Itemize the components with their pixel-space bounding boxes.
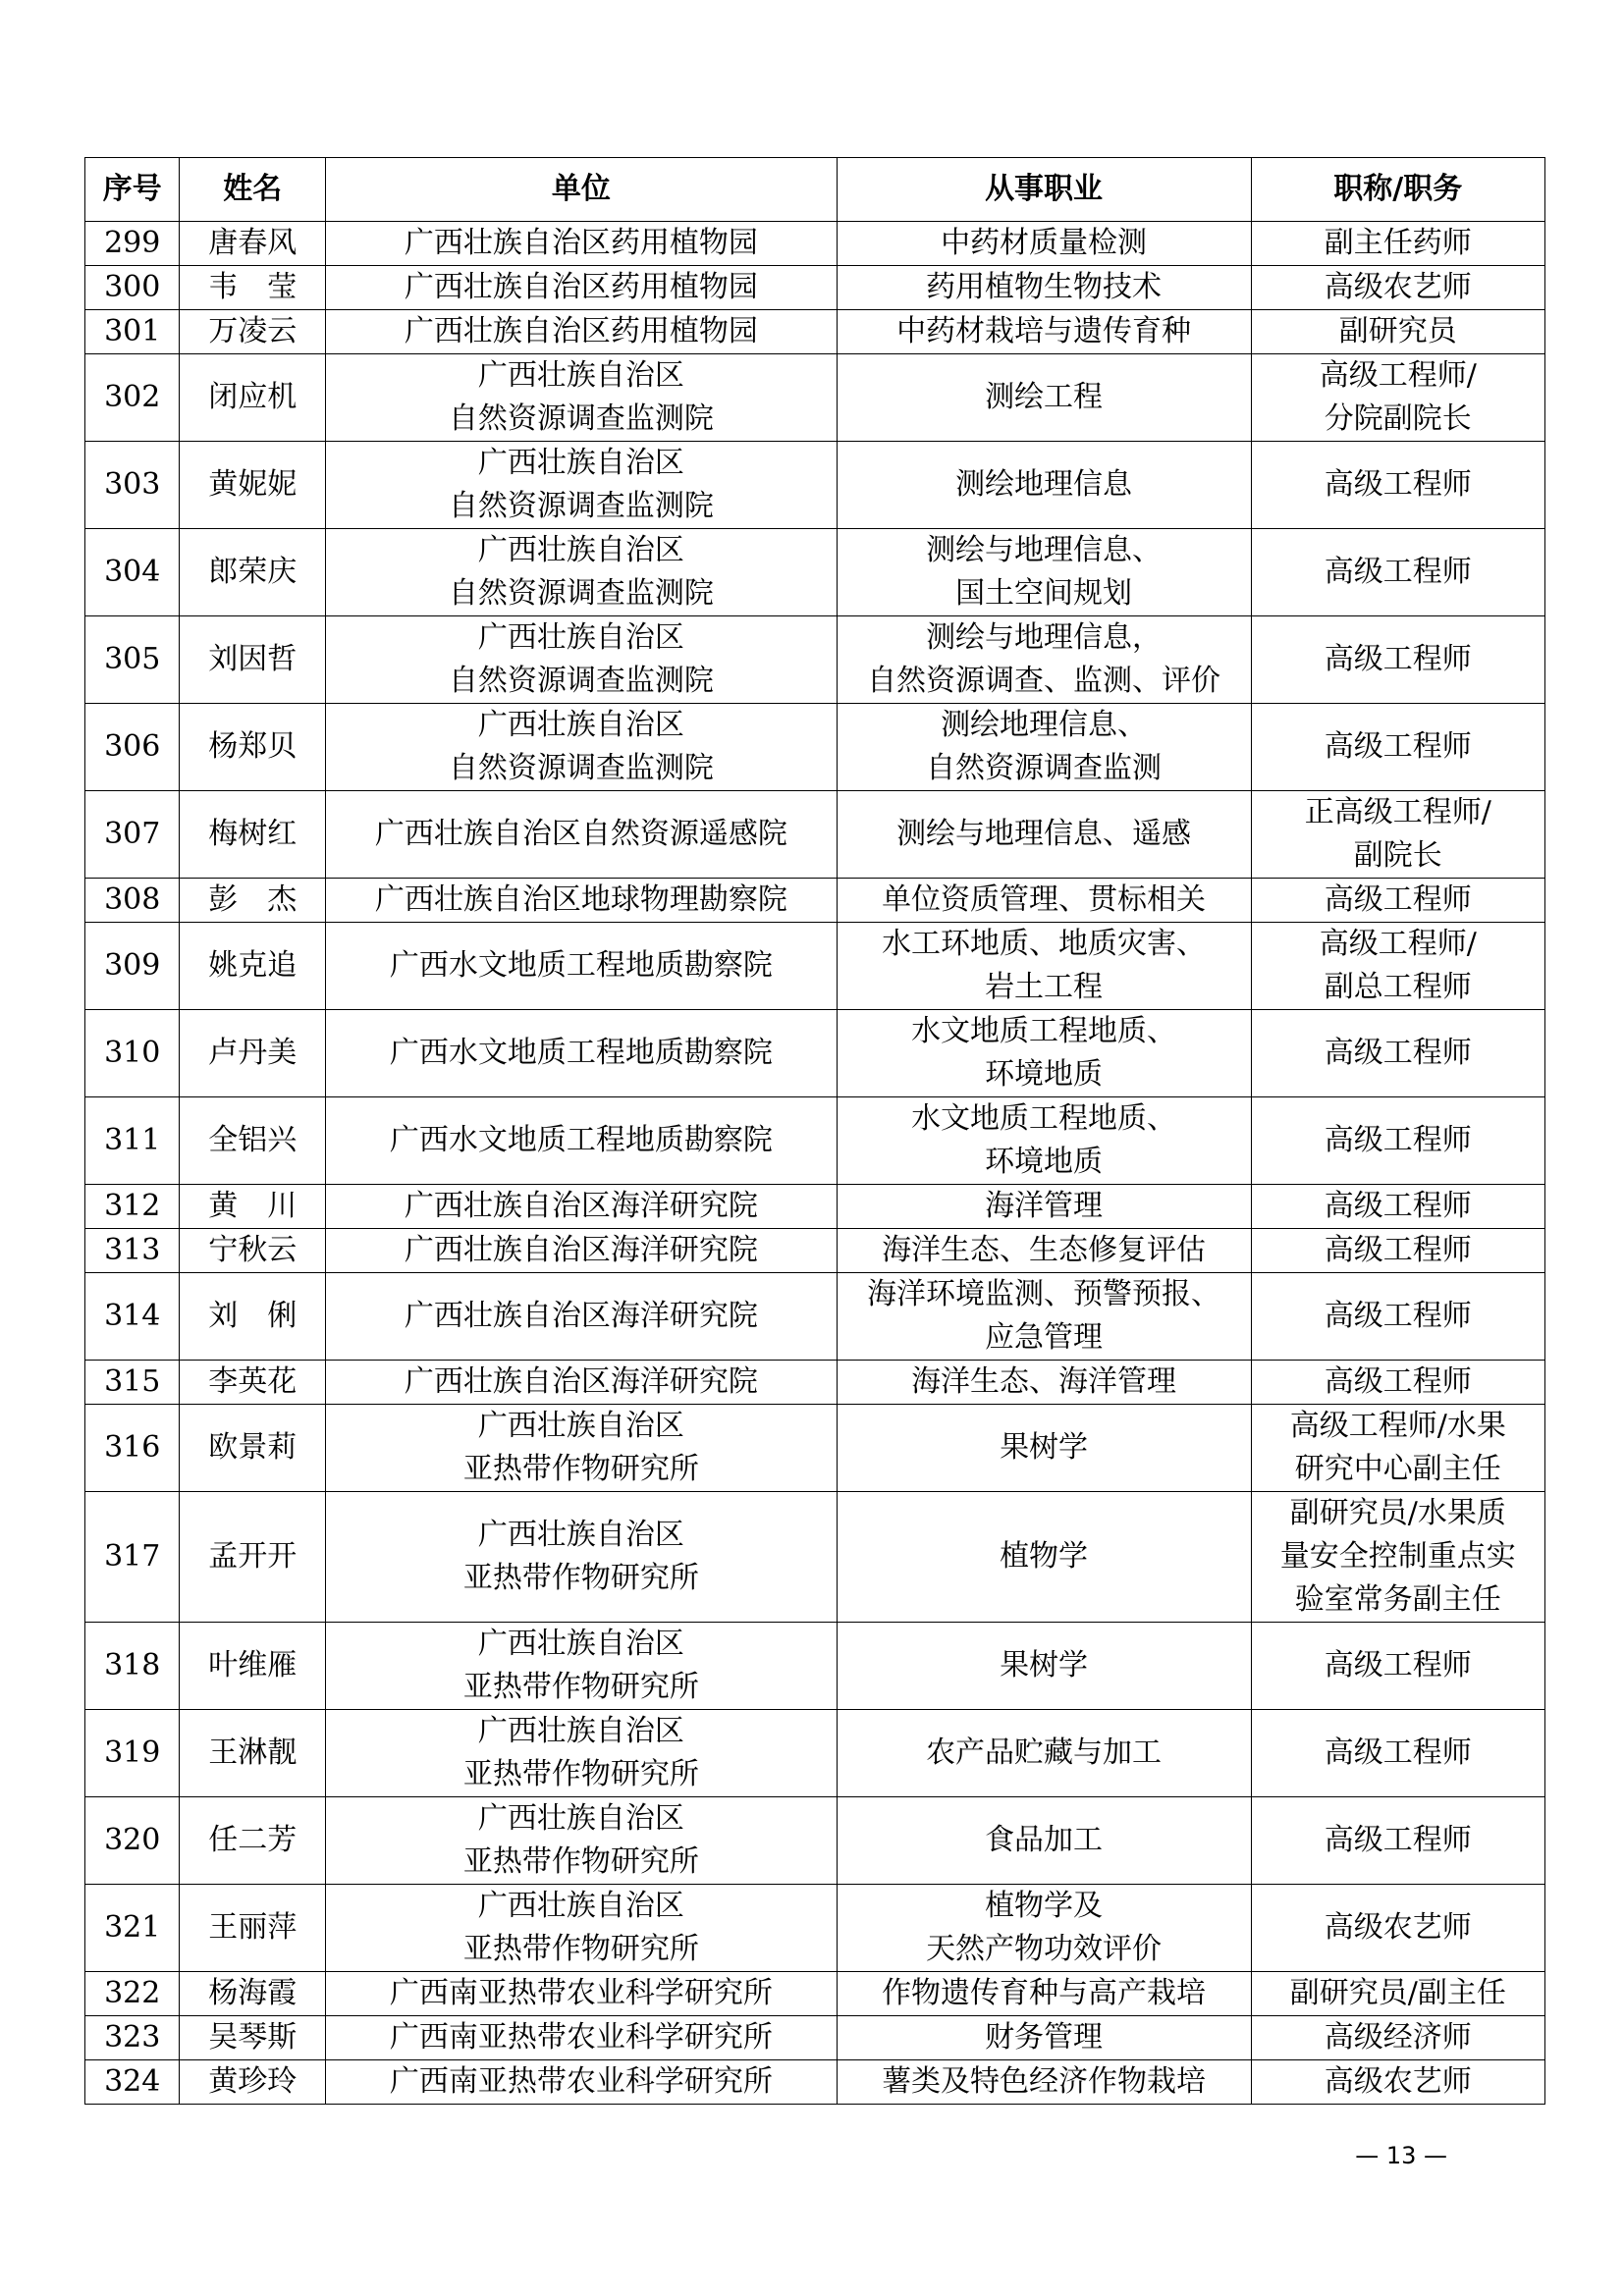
cell-name: 韦 莹 — [180, 266, 326, 310]
header-unit: 单位 — [326, 158, 837, 222]
cell-name: 欧景莉 — [180, 1405, 326, 1492]
table-row — [85, 1097, 1545, 1185]
cell-name: 全铝兴 — [180, 1097, 326, 1185]
cell-title-position: 高级工程师 — [1251, 1229, 1544, 1273]
cell-occupation: 测绘与地理信息， 自然资源调查、监测、评价 — [837, 616, 1251, 704]
cell-occupation: 薯类及特色经济作物栽培 — [837, 2060, 1251, 2105]
cell-unit: 广西水文地质工程地质勘察院 — [326, 1010, 837, 1097]
table-row — [85, 529, 1545, 616]
cell-name: 郎荣庆 — [180, 529, 326, 616]
cell-occupation: 作物遗传育种与高产栽培 — [837, 1972, 1251, 2016]
cell-serial-number: 310 — [85, 1010, 180, 1097]
cell-serial-number: 320 — [85, 1797, 180, 1885]
cell-unit: 广西壮族自治区 亚热带作物研究所 — [326, 1492, 837, 1623]
cell-occupation: 植物学及 天然产物功效评价 — [837, 1885, 1251, 1972]
cell-title-position: 高级经济师 — [1251, 2016, 1544, 2060]
table-row — [85, 1405, 1545, 1492]
cell-unit: 广西壮族自治区海洋研究院 — [326, 1273, 837, 1361]
cell-title-position: 高级工程师/ 分院副院长 — [1251, 354, 1544, 442]
cell-occupation: 海洋管理 — [837, 1185, 1251, 1229]
cell-name: 唐春风 — [180, 222, 326, 266]
cell-title-position: 高级农艺师 — [1251, 266, 1544, 310]
cell-name: 黄妮妮 — [180, 442, 326, 529]
cell-occupation: 农产品贮藏与加工 — [837, 1710, 1251, 1797]
cell-occupation: 测绘工程 — [837, 354, 1251, 442]
page-number: — 13 — — [1355, 2142, 1447, 2169]
cell-unit: 广西壮族自治区 自然资源调查监测院 — [326, 529, 837, 616]
cell-name: 孟开开 — [180, 1492, 326, 1623]
cell-occupation: 食品加工 — [837, 1797, 1251, 1885]
cell-title-position: 高级工程师 — [1251, 1797, 1544, 1885]
cell-serial-number: 323 — [85, 2016, 180, 2060]
table-row — [85, 1010, 1545, 1097]
cell-title-position: 高级工程师 — [1251, 1010, 1544, 1097]
cell-title-position: 高级工程师 — [1251, 1185, 1544, 1229]
cell-unit: 广西壮族自治区 自然资源调查监测院 — [326, 442, 837, 529]
cell-occupation: 测绘与地理信息、 国土空间规划 — [837, 529, 1251, 616]
cell-serial-number: 312 — [85, 1185, 180, 1229]
cell-title-position: 高级农艺师 — [1251, 2060, 1544, 2105]
cell-name: 卢丹美 — [180, 1010, 326, 1097]
cell-serial-number: 300 — [85, 266, 180, 310]
table-row — [85, 222, 1545, 266]
table-row — [85, 1185, 1545, 1229]
cell-name: 杨海霞 — [180, 1972, 326, 2016]
cell-unit: 广西壮族自治区地球物理勘察院 — [326, 879, 837, 923]
cell-serial-number: 313 — [85, 1229, 180, 1273]
header-title-position: 职称/职务 — [1251, 158, 1544, 222]
cell-title-position: 高级工程师 — [1251, 1710, 1544, 1797]
cell-serial-number: 311 — [85, 1097, 180, 1185]
header-occupation: 从事职业 — [837, 158, 1251, 222]
cell-name: 刘 俐 — [180, 1273, 326, 1361]
cell-occupation: 海洋生态、生态修复评估 — [837, 1229, 1251, 1273]
table-row — [85, 791, 1545, 879]
cell-title-position: 副研究员 — [1251, 310, 1544, 354]
cell-unit: 广西壮族自治区 亚热带作物研究所 — [326, 1885, 837, 1972]
cell-serial-number: 299 — [85, 222, 180, 266]
cell-serial-number: 321 — [85, 1885, 180, 1972]
cell-unit: 广西壮族自治区海洋研究院 — [326, 1185, 837, 1229]
cell-name: 闭应机 — [180, 354, 326, 442]
cell-title-position: 副研究员/水果质 量安全控制重点实 验室常务副主任 — [1251, 1492, 1544, 1623]
cell-title-position: 高级工程师 — [1251, 1273, 1544, 1361]
cell-serial-number: 302 — [85, 354, 180, 442]
cell-name: 杨郑贝 — [180, 704, 326, 791]
cell-title-position: 高级工程师 — [1251, 1361, 1544, 1405]
cell-unit: 广西南亚热带农业科学研究所 — [326, 2060, 837, 2105]
cell-name: 梅树红 — [180, 791, 326, 879]
table-row — [85, 1273, 1545, 1361]
table-row — [85, 1885, 1545, 1972]
cell-occupation: 水文地质工程地质、 环境地质 — [837, 1010, 1251, 1097]
cell-name: 姚克追 — [180, 923, 326, 1010]
cell-unit: 广西壮族自治区 自然资源调查监测院 — [326, 704, 837, 791]
cell-unit: 广西壮族自治区药用植物园 — [326, 266, 837, 310]
table-row — [85, 704, 1545, 791]
table-row — [85, 1492, 1545, 1623]
table-header-row — [85, 158, 1545, 222]
cell-serial-number: 308 — [85, 879, 180, 923]
cell-title-position: 高级工程师 — [1251, 529, 1544, 616]
header-name: 姓名 — [180, 158, 326, 222]
cell-serial-number: 324 — [85, 2060, 180, 2105]
cell-serial-number: 315 — [85, 1361, 180, 1405]
cell-name: 刘因哲 — [180, 616, 326, 704]
table-row — [85, 2060, 1545, 2105]
cell-occupation: 海洋生态、海洋管理 — [837, 1361, 1251, 1405]
cell-serial-number: 322 — [85, 1972, 180, 2016]
cell-occupation: 海洋环境监测、预警预报、 应急管理 — [837, 1273, 1251, 1361]
cell-unit: 广西壮族自治区 亚热带作物研究所 — [326, 1710, 837, 1797]
cell-name: 宁秋云 — [180, 1229, 326, 1273]
cell-unit: 广西壮族自治区海洋研究院 — [326, 1229, 837, 1273]
cell-occupation: 中药材栽培与遗传育种 — [837, 310, 1251, 354]
cell-unit: 广西壮族自治区 亚热带作物研究所 — [326, 1623, 837, 1710]
cell-name: 黄 川 — [180, 1185, 326, 1229]
cell-title-position: 正高级工程师/ 副院长 — [1251, 791, 1544, 879]
cell-serial-number: 304 — [85, 529, 180, 616]
cell-title-position: 副研究员/副主任 — [1251, 1972, 1544, 2016]
cell-serial-number: 314 — [85, 1273, 180, 1361]
cell-occupation: 水文地质工程地质、 环境地质 — [837, 1097, 1251, 1185]
table-body — [85, 222, 1545, 2105]
table-row — [85, 1710, 1545, 1797]
cell-occupation: 果树学 — [837, 1623, 1251, 1710]
cell-unit: 广西壮族自治区自然资源遥感院 — [326, 791, 837, 879]
cell-name: 王丽萍 — [180, 1885, 326, 1972]
table-row — [85, 923, 1545, 1010]
cell-occupation: 单位资质管理、贯标相关 — [837, 879, 1251, 923]
cell-name: 叶维雁 — [180, 1623, 326, 1710]
table-row — [85, 354, 1545, 442]
cell-title-position: 高级农艺师 — [1251, 1885, 1544, 1972]
cell-serial-number: 306 — [85, 704, 180, 791]
table-row — [85, 310, 1545, 354]
personnel-table — [84, 157, 1545, 2105]
cell-unit: 广西水文地质工程地质勘察院 — [326, 923, 837, 1010]
cell-occupation: 中药材质量检测 — [837, 222, 1251, 266]
cell-occupation: 植物学 — [837, 1492, 1251, 1623]
cell-title-position: 高级工程师 — [1251, 1097, 1544, 1185]
table-row — [85, 1972, 1545, 2016]
cell-unit: 广西壮族自治区 亚热带作物研究所 — [326, 1405, 837, 1492]
cell-occupation: 财务管理 — [837, 2016, 1251, 2060]
cell-title-position: 高级工程师 — [1251, 879, 1544, 923]
cell-occupation: 水工环地质、地质灾害、 岩土工程 — [837, 923, 1251, 1010]
cell-unit: 广西壮族自治区药用植物园 — [326, 222, 837, 266]
header-serial-number: 序号 — [85, 158, 180, 222]
cell-unit: 广西壮族自治区 自然资源调查监测院 — [326, 354, 837, 442]
cell-unit: 广西南亚热带农业科学研究所 — [326, 1972, 837, 2016]
table-row — [85, 266, 1545, 310]
cell-name: 彭 杰 — [180, 879, 326, 923]
cell-serial-number: 318 — [85, 1623, 180, 1710]
cell-serial-number: 317 — [85, 1492, 180, 1623]
table-row — [85, 1361, 1545, 1405]
cell-unit: 广西壮族自治区药用植物园 — [326, 310, 837, 354]
cell-occupation: 药用植物生物技术 — [837, 266, 1251, 310]
cell-title-position: 副主任药师 — [1251, 222, 1544, 266]
cell-serial-number: 305 — [85, 616, 180, 704]
cell-name: 万凌云 — [180, 310, 326, 354]
cell-name: 吴琴斯 — [180, 2016, 326, 2060]
cell-unit: 广西壮族自治区 亚热带作物研究所 — [326, 1797, 837, 1885]
cell-title-position: 高级工程师 — [1251, 442, 1544, 529]
cell-serial-number: 309 — [85, 923, 180, 1010]
table-row — [85, 442, 1545, 529]
cell-title-position: 高级工程师/水果 研究中心副主任 — [1251, 1405, 1544, 1492]
cell-name: 李英花 — [180, 1361, 326, 1405]
table-row — [85, 1797, 1545, 1885]
cell-title-position: 高级工程师 — [1251, 704, 1544, 791]
cell-unit: 广西壮族自治区海洋研究院 — [326, 1361, 837, 1405]
cell-name: 王淋靓 — [180, 1710, 326, 1797]
cell-serial-number: 319 — [85, 1710, 180, 1797]
cell-name: 黄珍玲 — [180, 2060, 326, 2105]
cell-title-position: 高级工程师 — [1251, 616, 1544, 704]
cell-serial-number: 301 — [85, 310, 180, 354]
cell-unit: 广西南亚热带农业科学研究所 — [326, 2016, 837, 2060]
cell-title-position: 高级工程师 — [1251, 1623, 1544, 1710]
table-row — [85, 879, 1545, 923]
cell-unit: 广西水文地质工程地质勘察院 — [326, 1097, 837, 1185]
cell-title-position: 高级工程师/ 副总工程师 — [1251, 923, 1544, 1010]
cell-serial-number: 303 — [85, 442, 180, 529]
cell-serial-number: 307 — [85, 791, 180, 879]
cell-occupation: 测绘与地理信息、遥感 — [837, 791, 1251, 879]
table-row — [85, 616, 1545, 704]
cell-occupation: 测绘地理信息、 自然资源调查监测 — [837, 704, 1251, 791]
table-row — [85, 1229, 1545, 1273]
cell-name: 任二芳 — [180, 1797, 326, 1885]
cell-occupation: 果树学 — [837, 1405, 1251, 1492]
cell-occupation: 测绘地理信息 — [837, 442, 1251, 529]
table-row — [85, 1623, 1545, 1710]
cell-unit: 广西壮族自治区 自然资源调查监测院 — [326, 616, 837, 704]
cell-serial-number: 316 — [85, 1405, 180, 1492]
table-row — [85, 2016, 1545, 2060]
